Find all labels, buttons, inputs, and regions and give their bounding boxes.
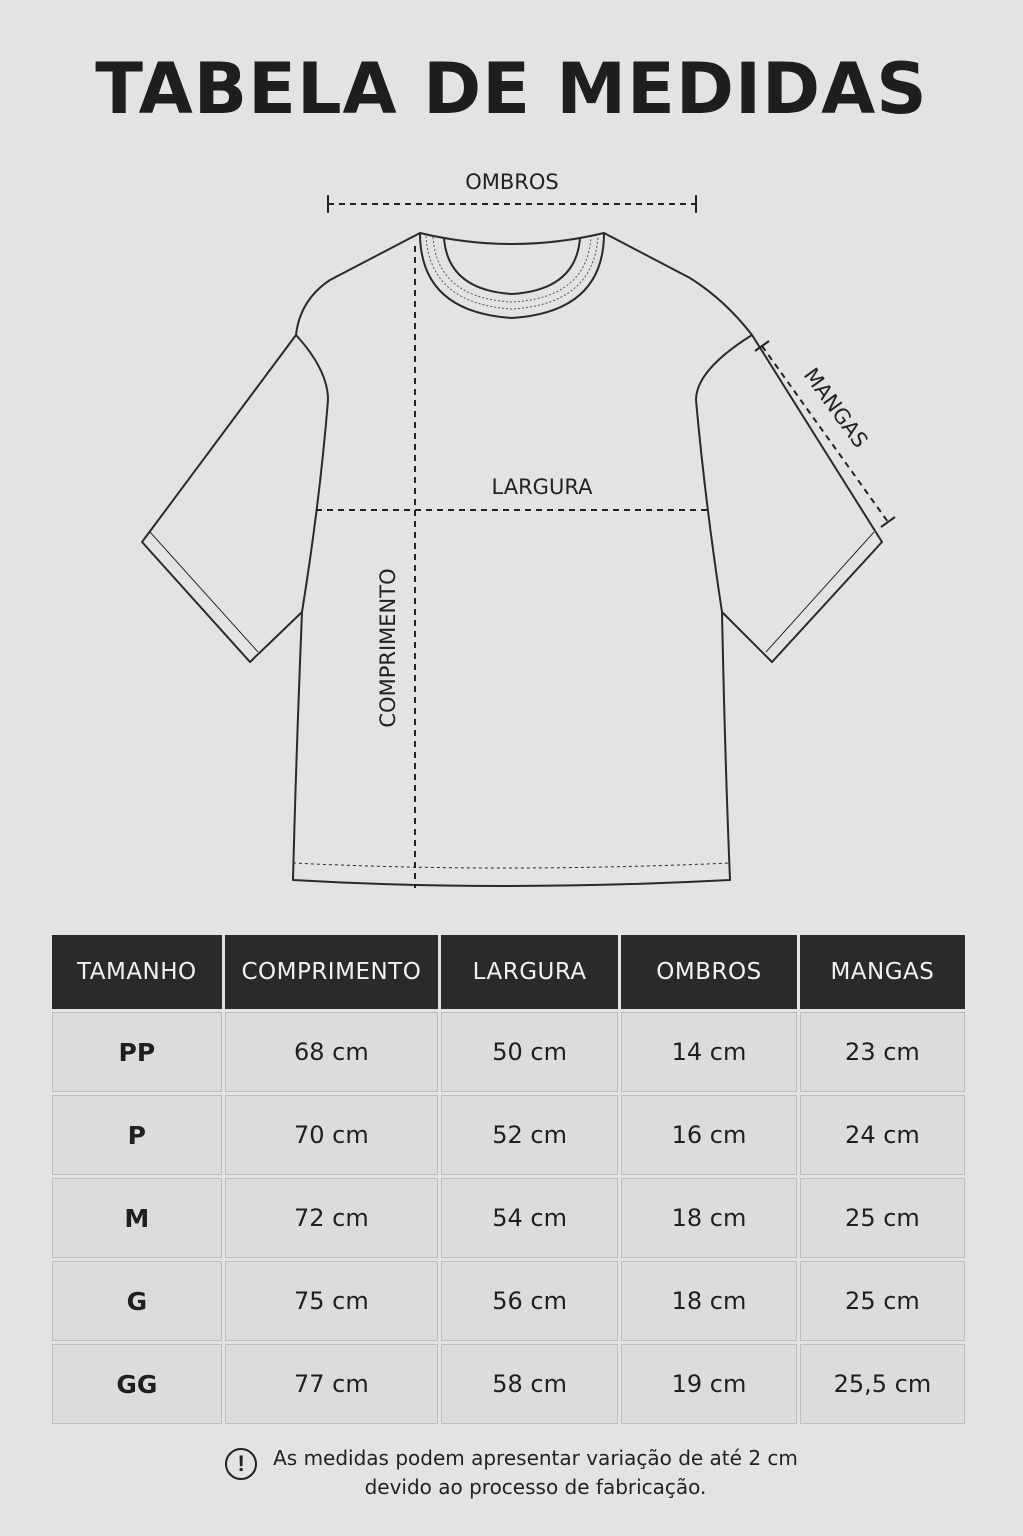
comprimento-cell: 68 cm bbox=[225, 1012, 438, 1092]
table-row bbox=[52, 1261, 965, 1341]
largura-cell: 56 cm bbox=[441, 1261, 618, 1341]
table-row bbox=[52, 1095, 965, 1175]
collar-rib bbox=[426, 236, 598, 309]
disclaimer-text bbox=[273, 1444, 798, 1502]
ombros-cell: 14 cm bbox=[621, 1012, 797, 1092]
mangas-cell: 25 cm bbox=[800, 1261, 965, 1341]
largura-cell: 52 cm bbox=[441, 1095, 618, 1175]
size-table bbox=[49, 932, 968, 1427]
table-row bbox=[52, 1344, 965, 1424]
comprimento-label: COMPRIMENTO bbox=[376, 568, 400, 728]
ombros-cell: 16 cm bbox=[621, 1095, 797, 1175]
largura-label: LARGURA bbox=[491, 475, 593, 499]
largura-cell: 50 cm bbox=[441, 1012, 618, 1092]
size-cell: G bbox=[52, 1261, 222, 1341]
mangas-label: MANGAS bbox=[798, 363, 873, 453]
comprimento-cell: 72 cm bbox=[225, 1178, 438, 1258]
size-cell: GG bbox=[52, 1344, 222, 1424]
header-comprimento: COMPRIMENTO bbox=[225, 935, 438, 1009]
comprimento-cell: 70 cm bbox=[225, 1095, 438, 1175]
largura-cell: 54 cm bbox=[441, 1178, 618, 1258]
tshirt-diagram bbox=[0, 150, 1023, 910]
table-row bbox=[52, 1178, 965, 1258]
page-title: TABELA DE MEDIDAS bbox=[95, 48, 928, 130]
mangas-cell: 23 cm bbox=[800, 1012, 965, 1092]
disclaimer-line-2: devido ao processo de fabricação. bbox=[364, 1475, 707, 1499]
largura-cell: 58 cm bbox=[441, 1344, 618, 1424]
size-cell: P bbox=[52, 1095, 222, 1175]
header-ombros: OMBROS bbox=[621, 935, 797, 1009]
table-header-row bbox=[52, 935, 965, 1009]
ombros-cell: 19 cm bbox=[621, 1344, 797, 1424]
size-cell: PP bbox=[52, 1012, 222, 1092]
ombros-cell: 18 cm bbox=[621, 1178, 797, 1258]
mangas-cell: 24 cm bbox=[800, 1095, 965, 1175]
disclaimer-line-1: As medidas podem apresentar variação de até 2 cm bbox=[273, 1446, 798, 1470]
table-row bbox=[52, 1012, 965, 1092]
comprimento-cell: 75 cm bbox=[225, 1261, 438, 1341]
ombros-measure-line bbox=[328, 195, 696, 213]
ombros-cell: 18 cm bbox=[621, 1261, 797, 1341]
header-tamanho: TAMANHO bbox=[52, 935, 222, 1009]
size-cell: M bbox=[52, 1178, 222, 1258]
header-largura: LARGURA bbox=[441, 935, 618, 1009]
disclaimer-note bbox=[0, 1444, 1023, 1502]
mangas-measure-line bbox=[755, 341, 895, 527]
ombros-label: OMBROS bbox=[465, 170, 559, 194]
comprimento-cell: 77 cm bbox=[225, 1344, 438, 1424]
mangas-cell: 25,5 cm bbox=[800, 1344, 965, 1424]
tshirt-outline bbox=[142, 233, 882, 886]
exclamation-circle-icon: ! bbox=[225, 1448, 257, 1480]
header-mangas: MANGAS bbox=[800, 935, 965, 1009]
mangas-cell: 25 cm bbox=[800, 1178, 965, 1258]
